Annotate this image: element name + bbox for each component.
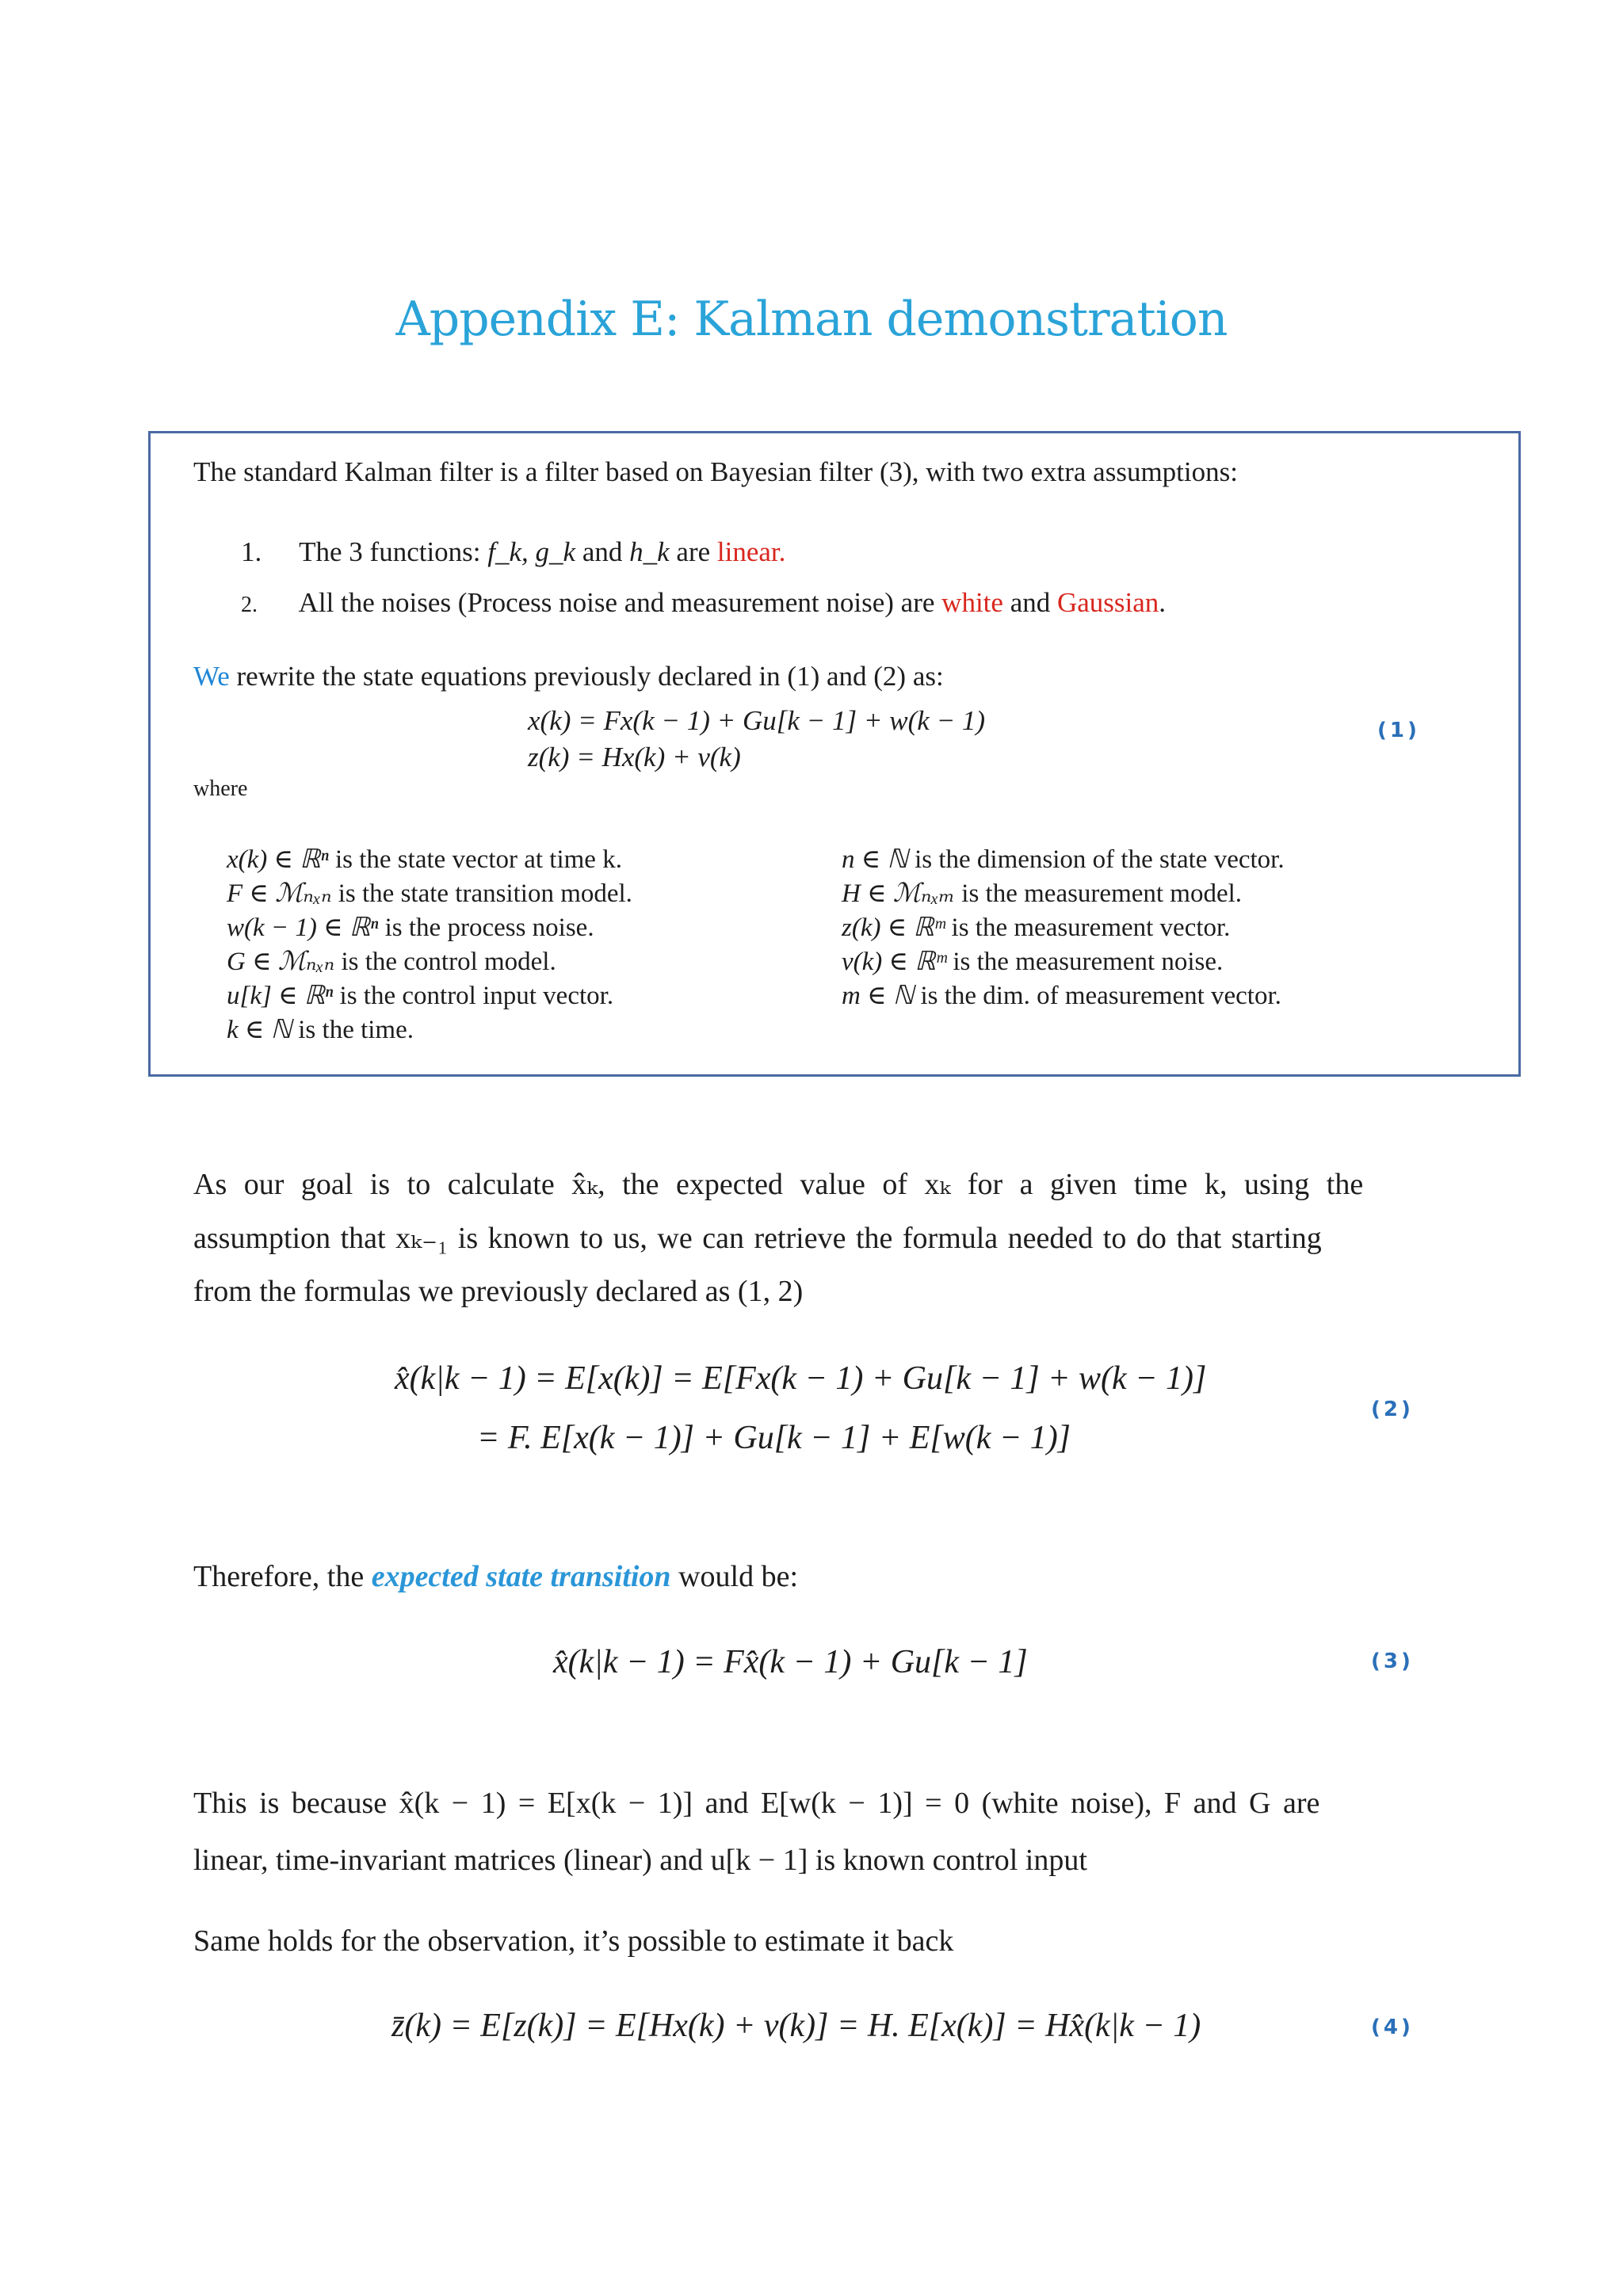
def-text: is the dim. of measurement vector. <box>914 982 1281 1010</box>
def-symbol: z(k) ∈ ℝᵐ <box>842 913 945 942</box>
item-number: 2. <box>241 593 258 617</box>
paragraph-2-line-1: This is because x̂(k − 1) = E[x(k − 1)] and E[w(k − 1)] = 0 (white noise), F and G are <box>193 1787 1320 1820</box>
item-text: and <box>575 536 630 567</box>
equation-3: x̂(k|k − 1) = Fx̂(k − 1) + Gu[k − 1] <box>553 1644 1028 1680</box>
item-text: are <box>669 536 717 567</box>
paragraph-1-line-2: assumption that xₖ₋₁ is known to us, we can retrieve the formula needed to do that starting <box>193 1222 1322 1255</box>
def-symbol: v(k) ∈ ℝᵐ <box>842 948 947 976</box>
def-text: is the measurement vector. <box>945 913 1231 942</box>
def-symbol: G ∈ ℳₙₓₙ <box>227 948 335 976</box>
def-symbol: H ∈ ℳₙₓₘ <box>842 879 956 908</box>
def-right-5 <box>842 979 1281 1011</box>
paragraph-3: Same holds for the observation, it’s possible to estimate it back <box>193 1924 954 1958</box>
def-text: is the time. <box>292 1016 414 1044</box>
def-right-3 <box>842 911 1230 943</box>
def-left-1 <box>227 843 622 875</box>
rewrite-sentence <box>193 661 944 692</box>
assumption-item-1 <box>241 536 785 568</box>
def-text: is the state transition model. <box>331 879 632 908</box>
def-text: is the measurement model. <box>955 879 1243 908</box>
equation-number-2: (2) <box>1371 1398 1414 1421</box>
equation-1-line-1: x(k) = Fx(k − 1) + Gu[k − 1] + w(k − 1) <box>528 705 986 736</box>
therefore-sentence <box>193 1559 798 1594</box>
def-symbol: k ∈ ℕ <box>227 1016 292 1044</box>
rewrite-rest: rewrite the state equations previously declared in (1) and (2) as: <box>229 661 944 692</box>
box-intro: The standard Kalman filter is a filter based on Bayesian filter (3), with two extra assumptions: <box>193 456 1238 487</box>
page-title: Appendix E: Kalman demonstration <box>395 292 1228 347</box>
item-math: h_k <box>629 536 670 567</box>
paragraph-2-line-2: linear, time-invariant matrices (linear) and u[k − 1] is known control input <box>193 1844 1087 1877</box>
item-text: and <box>1002 587 1057 618</box>
expected-state-transition-highlight: expected state transition <box>371 1560 671 1593</box>
def-left-3 <box>227 911 594 943</box>
equation-number-4: (4) <box>1371 2016 1414 2039</box>
equation-1-line-2: z(k) = Hx(k) + v(k) <box>528 742 741 772</box>
def-text: is the measurement noise. <box>946 948 1224 976</box>
def-left-2 <box>227 877 632 909</box>
therefore-pre: Therefore, the <box>193 1560 372 1593</box>
def-left-6 <box>227 1013 414 1045</box>
paragraph-1-line-3: from the formulas we previously declared as (1, 2) <box>193 1275 804 1308</box>
where-label: where <box>193 776 248 801</box>
item-number: 1. <box>241 536 262 567</box>
rewrite-we: We <box>193 661 230 692</box>
equation-number-1: (1) <box>1377 719 1420 742</box>
item-end: . <box>778 536 786 567</box>
def-symbol: w(k − 1) ∈ ℝⁿ <box>227 913 379 942</box>
def-left-4 <box>227 945 556 977</box>
def-text: is the control model. <box>334 948 556 976</box>
def-right-2 <box>842 877 1242 909</box>
def-left-5 <box>227 979 613 1011</box>
def-text: is the process noise. <box>378 913 594 942</box>
paragraph-1-line-1: As our goal is to calculate x̂ₖ, the expected value of xₖ for a given time k, using the <box>193 1168 1364 1201</box>
item-end: . <box>1159 587 1167 618</box>
def-text: is the state vector at time k. <box>328 845 622 874</box>
def-symbol: u[k] ∈ ℝⁿ <box>227 982 334 1010</box>
item-text: All the noises (Process noise and measurement noise) are <box>298 587 942 618</box>
def-text: is the dimension of the state vector. <box>907 845 1285 874</box>
def-symbol: x(k) ∈ ℝⁿ <box>227 845 329 874</box>
def-right-1 <box>842 843 1285 875</box>
equation-4: z̄(k) = E[z(k)] = E[Hx(k) + v(k)] = H. E[x(k)] = Hx̂(k|k − 1) <box>391 2008 1201 2044</box>
equation-number-3: (3) <box>1371 1650 1414 1673</box>
equation-2-line-2: = F. E[x(k − 1)] + Gu[k − 1] + E[w(k − 1)] <box>477 1420 1071 1456</box>
highlight-linear: linear <box>716 536 779 567</box>
item-math: f_k, g_k <box>487 536 576 567</box>
highlight-white: white <box>941 587 1003 618</box>
therefore-post: would be: <box>670 1560 799 1593</box>
highlight-gaussian: Gaussian <box>1056 587 1159 618</box>
equation-2-line-1: x̂(k|k − 1) = E[x(k)] = E[Fx(k − 1) + Gu[k − 1] + w(k − 1)] <box>395 1360 1207 1397</box>
def-symbol: m ∈ ℕ <box>842 982 915 1010</box>
def-text: is the control input vector. <box>333 982 614 1010</box>
def-right-4 <box>842 945 1223 977</box>
def-symbol: F ∈ ℳₙₓₙ <box>227 879 332 908</box>
item-text: The 3 functions: <box>299 536 488 567</box>
assumption-item-2 <box>241 587 1166 619</box>
def-symbol: n ∈ ℕ <box>842 845 908 874</box>
